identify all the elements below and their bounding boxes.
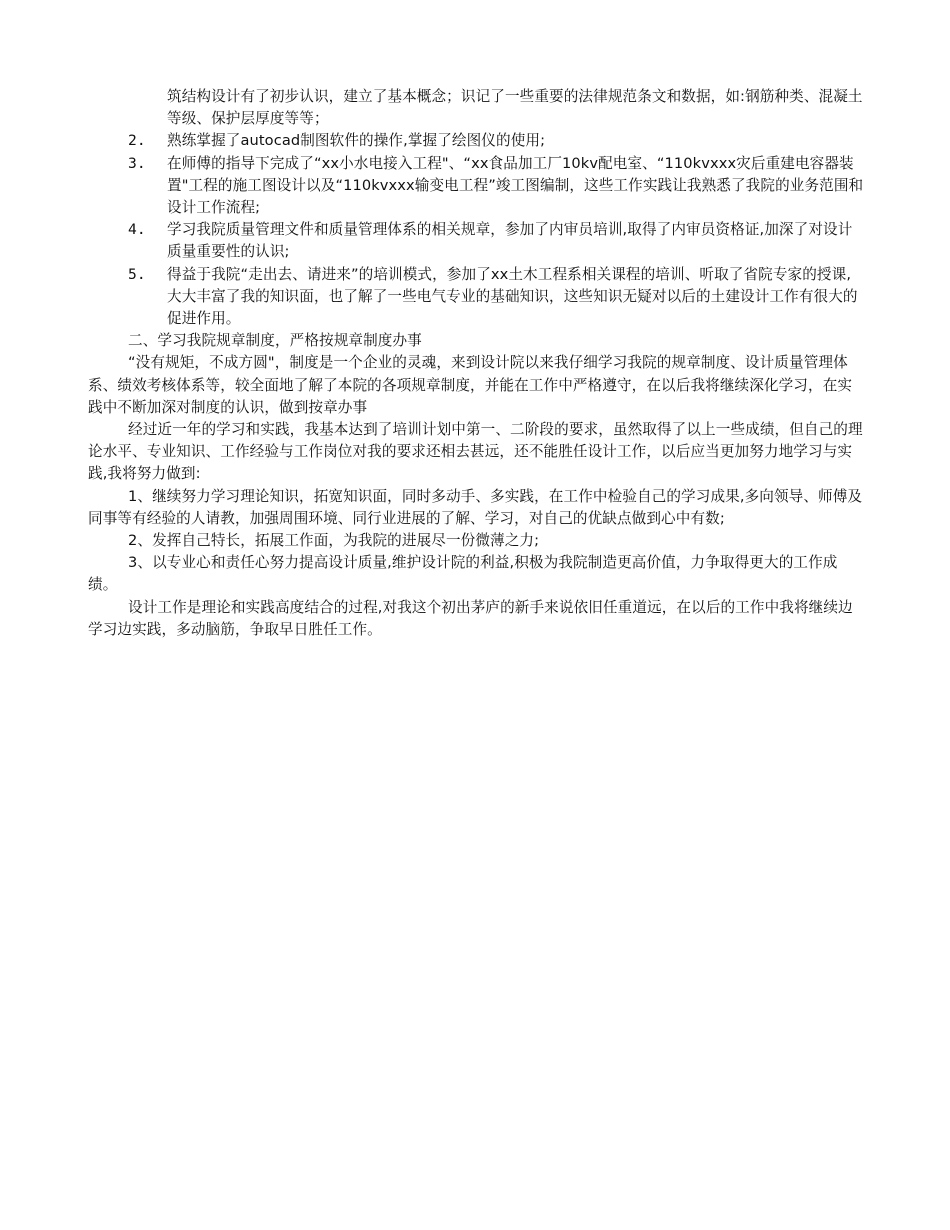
paragraph: 3、以专业心和责任心努力提高设计质量,维护设计院的利益,积极为我院制造更高价值，力争取得更大的工作成绩。 <box>88 554 838 594</box>
list-item <box>88 264 864 331</box>
list-number: 4. <box>128 221 146 239</box>
list-number: 5. <box>128 265 146 283</box>
section-heading: 二、学习我院规章制度，严格按规章制度办事 <box>128 332 422 350</box>
list-text: 熟练掌握了autocad制图软件的操作,掌握了绘图仪的使用; <box>167 132 546 150</box>
paragraph: 经过近一年的学习和实践，我基本达到了培训计划中第一、二阶段的要求，虽然取得了以上一些成绩，但自己的理论水平、专业知识、工作经验与工作岗位对我的要求还相去甚远，还不能胜任设计工作，以后应当更加努力地学习与实践,我将努力做到: <box>88 421 863 483</box>
paragraph: 设计工作是理论和实践高度结合的过程,对我这个初出茅庐的新手来说依旧任重道远，在以后的工作中我将继续边学习边实践，多动脑筋，争取早日胜任工作。 <box>88 598 853 638</box>
list-text: 在师傅的指导下完成了“xx小水电接入工程"、“xx食品加工厂10kv配电室、“110kvxxx灾后重建电容器装置"工程的施工图设计以及“110kvxxx输变电工程”竣工图编制，这些工作实践让我熟悉了我院的业务范围和设计工作流程; <box>167 154 864 217</box>
list-text: 得益于我院“走出去、请进来”的培训模式，参加了xx土木工程系相关课程的培训、听取了省院专家的授课,大大丰富了我的知识面，也了解了一些电气专业的基础知识，这些知识无疑对以后的土建设计工作有很大的促进作用。 <box>167 265 858 328</box>
list-number: 2. <box>128 132 146 150</box>
list-text: 学习我院质量管理文件和质量管理体系的相关规章，参加了内审员培训,取得了内审员资格证,加深了对设计质量重要性的认识; <box>167 221 853 261</box>
list-item <box>88 219 864 263</box>
document-page <box>88 86 864 641</box>
paragraph: 1、继续努力学习理论知识，拓宽知识面，同时多动手、多实践，在工作中检验自己的学习成果,多向领导、师傅及同事等有经验的人请教，加强周围环境、同行业进展的了解、学习，对自己的优缺点做到心中有数; <box>88 487 863 527</box>
list-number: 3. <box>128 154 146 172</box>
list-item-1-continuation: 筑结构设计有了初步认识，建立了基本概念；识记了一些重要的法律规范条文和数据，如:钢筋种类、混凝土等级、保护层厚度等等； <box>167 88 863 128</box>
list-item <box>88 130 864 152</box>
list-item <box>88 153 864 220</box>
paragraph: “没有规矩，不成方圆"，制度是一个企业的灵魂，来到设计院以来我仔细学习我院的规章制度、设计质量管理体系、绩效考核体系等，较全面地了解了本院的各项规章制度，并能在工作中严格遵守，在以后我将继续深化学习，在实践中不断加深对制度的认识，做到按章办事 <box>88 354 853 416</box>
paragraph: 2、发挥自己特长，拓展工作面，为我院的进展尽一份微薄之力; <box>128 532 540 550</box>
